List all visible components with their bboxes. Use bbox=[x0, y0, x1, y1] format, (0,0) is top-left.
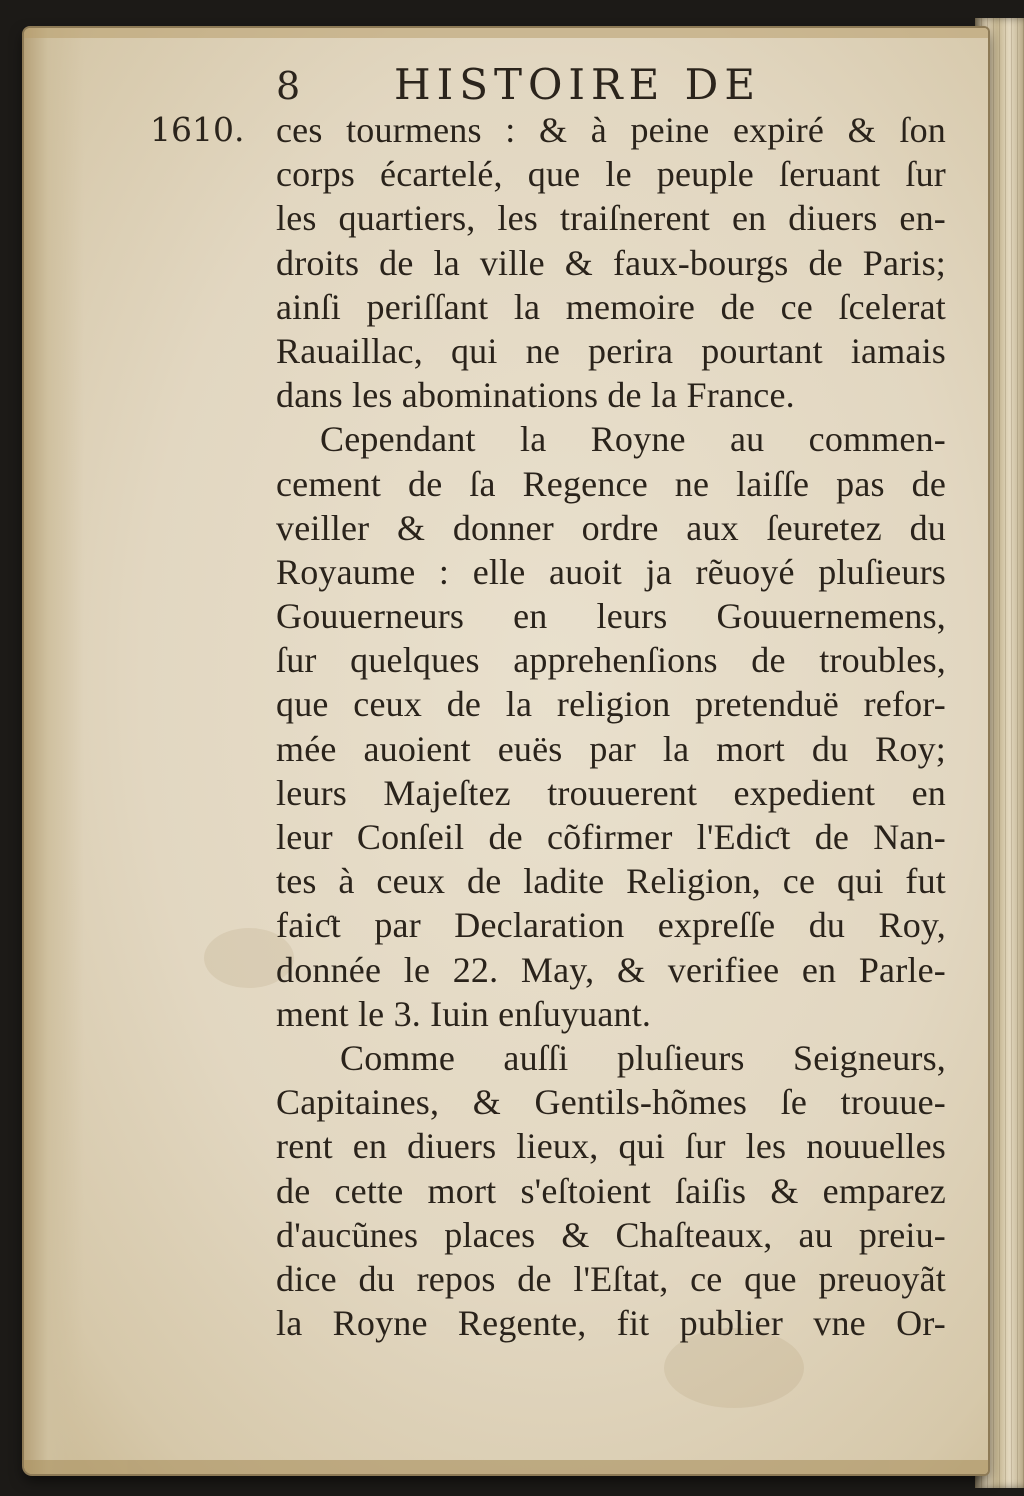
text-line: ainſi periſſant la memoire de ce ſcelerat bbox=[276, 286, 946, 327]
text-line: Cependant la Royne au commen- bbox=[320, 419, 946, 460]
text-line: que ceux de la religion pretenduë refor- bbox=[276, 684, 946, 725]
text-line: ment le 3. Iuin enſuyuant. bbox=[276, 993, 652, 1034]
text-line: ces tourmens : & à peine expiré & ſon bbox=[276, 110, 946, 150]
text-line: les quartiers, les traiſnerent en diuers en- bbox=[276, 198, 946, 239]
text-line: la Royne Regente, fit publier vne Or- bbox=[276, 1303, 946, 1344]
text-line: Rauaillac, qui ne perira pourtant iamais bbox=[276, 330, 946, 371]
running-head: HISTOIRE DE bbox=[394, 60, 761, 109]
text-line: corps écartelé, que le peuple ſeruant ſur bbox=[276, 154, 946, 195]
text-line: Capitaines, & Gentils-hõmes ſe trouue- bbox=[276, 1082, 946, 1123]
text-line: rent en diuers lieux, qui ſur les nouuelles bbox=[276, 1126, 946, 1167]
text-line: d'aucũnes places & Chaſteaux, au preiu- bbox=[276, 1214, 946, 1255]
body-text bbox=[276, 108, 946, 1345]
text-line: donnée le 22. May, & verifiee en Parle- bbox=[276, 949, 946, 990]
text-line: droits de la ville & faux-bourgs de Paris; bbox=[276, 242, 946, 283]
text-line: leurs Majeſtez trouuerent expedient en bbox=[276, 772, 946, 813]
margin-year-note: 1610. bbox=[150, 110, 245, 149]
text-line: veiller & donner ordre aux ſeuretez du bbox=[276, 507, 946, 548]
text-line: dice du repos de l'Eſtat, ce que preuoyãt bbox=[276, 1258, 946, 1299]
text-line: Gouuerneurs en leurs Gouuernemens, bbox=[276, 596, 946, 637]
text-line: dans les abominations de la France. bbox=[276, 375, 795, 416]
text-line: Comme auſſi pluſieurs Seigneurs, bbox=[340, 1037, 946, 1078]
text-line: de cette mort s'eſtoient ſaiſis & emparez bbox=[276, 1170, 946, 1211]
text-line: Royaume : elle auoit ja rẽuoyé pluſieurs bbox=[276, 551, 946, 592]
text-line: faiƈt par Declaration expreſſe du Roy, bbox=[276, 905, 946, 946]
page-number: 8 bbox=[276, 64, 301, 108]
page-header bbox=[276, 60, 836, 114]
text-line: ſur quelques apprehenſions de troubles, bbox=[276, 640, 946, 681]
text-line: cement de ſa Regence ne laiſſe pas de bbox=[276, 463, 946, 504]
text-line: leur Conſeil de cõfirmer l'Ediƈt de Nan- bbox=[276, 817, 946, 857]
text-line: mée auoient euës par la mort du Roy; bbox=[276, 728, 946, 769]
text-line: tes à ceux de ladite Religion, ce qui fut bbox=[276, 861, 946, 902]
